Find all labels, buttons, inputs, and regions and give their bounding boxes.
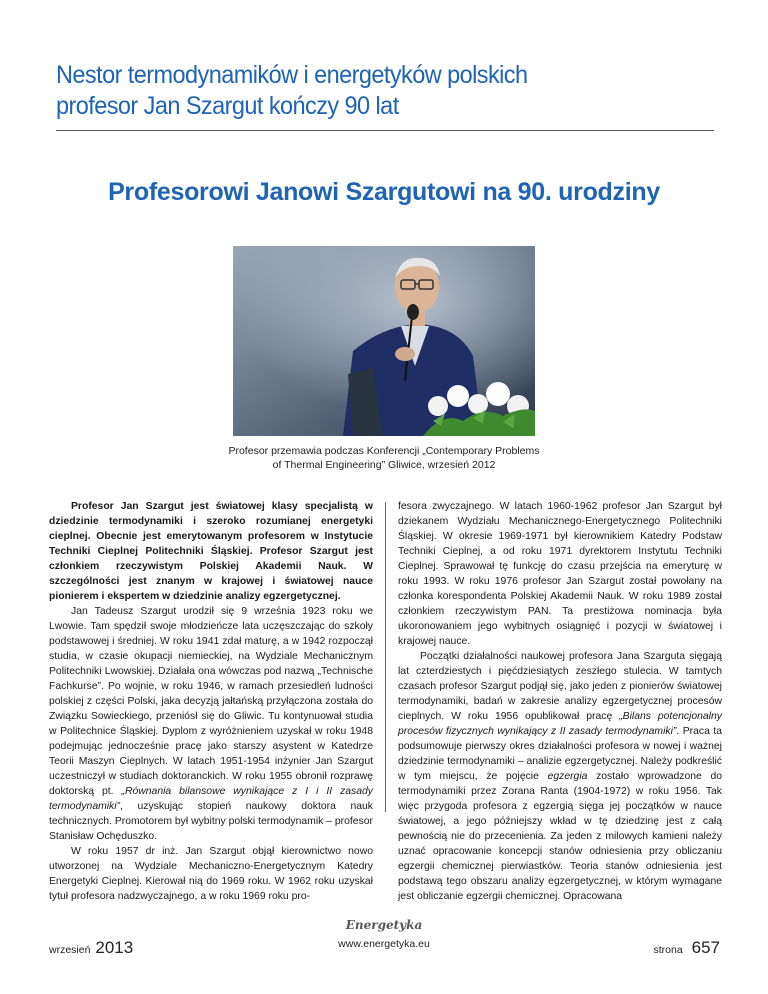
right-column xyxy=(398,499,722,904)
caption-line1: Profesor przemawia podczas Konferencji „Contemporary Problems xyxy=(228,445,540,457)
journal-logo: Energetyka xyxy=(345,918,423,932)
speaker-photo-illustration xyxy=(233,246,535,436)
exergy-term: egzergia xyxy=(547,771,588,782)
lead-paragraph: Profesor Jan Szargut jest światowej klasy specjalistą w dziedzinie termodynamiki i szeroko rozumianej energetyki cieplnej. Obecnie jest emerytowanym profesorem w Instytucie Techniki Cieplnej Politechniki Śląskiej. Profesor Szargut jest członkiem rzeczywistym Polskiej Akademii Nauk. W szczególności jest znanym w krajowej i światowej nauce pionierem i ekspertem w dziedzinie analizy egzergetycznej. xyxy=(49,501,373,602)
footer-month: wrzesień xyxy=(49,944,91,956)
footer-url[interactable]: www.energetyka.eu xyxy=(338,938,430,950)
header-title-line1: Nestor termodynamików i energetyków polskich xyxy=(56,61,528,89)
biography-text: Jan Tadeusz Szargut urodził się 9 września 1923 roku we Lwowie. Tam spędził swoje młodzieńcze lata uczęszczając do szkoły podstawowej i średniej. W roku 1941 zdał maturę, a w 1942 rozpoczął studia, w czasie okupacji niemieckiej, na Wydziale Mechanicznym Politechniki Lwowskiej. Działała ona wówczas pod nazwą „Technische Fachkurse”. Po wojnie, w roku 1946, w ramach przesiedleń ludności polskiej z części Polski, jaka decyzją jałtańską przyłączona została do Związku Sowieckiego, przeniósł się do Gliwic. Tu kontynuował studia w Politechnice Śląskiej. Dyplom z wyróżnieniem uzyskał w roku 1948 podejmując jednocześnie pracę jako starszy asystent w Katedrze Teorii Maszyn Cieplnych. W latach 1951-1954 inżynier Jan Szargut uczestniczył w studiach doktoranckich. W roku 1955 obronił rozprawę doktorską pt. xyxy=(49,606,373,797)
header-divider xyxy=(56,130,714,131)
research-text-b: . Praca ta podsumowuje pierwszy okres działalności profesora w nowej i ważnej dziedzinie termodynamiki – analizie egzergetycznej. Należy podkreślić w tym miejscu, że pojęcie xyxy=(398,726,722,782)
footer-page xyxy=(654,938,720,958)
footer-year: 2013 xyxy=(95,938,134,957)
photo-caption xyxy=(150,444,618,472)
career-continuation-paragraph: fesora zwyczajnego. W latach 1960-1962 profesor Jan Szargut był dziekanem Wydziału Mechanicznego-Energetycznego Politechniki Śląskiej. W okresie 1969-1971 był kierownikiem Katedry Podstaw Techniki Cieplnej, a od roku 1971 dyrektorem Instytutu Techniki Cieplnej. Sprawował tę funkcję do czasu przejścia na emeryturę w roku 1993. W roku 1976 profesor Jan Szargut został powołany na członka korespondenta Polskiej Akademii Nauk. W roku 1989 został członkiem rzeczywistym PAN. Ta prestiżowa nominacja była ukoronowaniem jego wybitnych osiągnięć i pozycji w światowej i krajowej nauce. xyxy=(398,501,722,647)
article-photo xyxy=(233,246,535,436)
left-column xyxy=(49,499,373,904)
journal-header-title xyxy=(56,60,676,122)
research-text-c: zostało wprowadzone do termodynamiki przez Zorana Ranta (1904-1972) w roku 1956. Tak więc przygoda profesora z egzergią sięga jej początków w nauce światowej, a jego późniejszy wkład w tę dziedzinę jest z całą pewnością nie do przecenienia. Za jeden z milowych kamieni należy uznać opracowanie koncepcji stanów odniesienia przy obliczaniu egzergii chemicznej pierwiastków. Teoria stanów odniesienia jest podstawą tego obszaru analizy egzergetycznej, w którym wymagane jest obliczanie egzergii chemicznej. Opracowana xyxy=(398,771,722,902)
caption-line2: of Thermal Engineering” Gliwice, wrzesień 2012 xyxy=(272,459,496,471)
biography-text-end: , uzyskując stopień naukowy doktora nauk technicznych. Promotorem był wybitny polski termodynamik – profesor Stanisław Ochęduszko. xyxy=(49,801,373,842)
column-divider xyxy=(385,502,386,812)
career-paragraph: W roku 1957 dr inż. Jan Szargut objął kierownictwo nowo utworzonej na Wydziale Mechaniczno-Energetycznym Katedry Energetyki Cieplnej. Kierował nią do 1969 roku. W 1962 roku uzyskał tytuł profesora nadzwyczajnego, a w roku 1969 roku pro- xyxy=(49,846,373,902)
research-text-a: Początki działalności naukowej profesora Jana Szarguta sięgają lat czterdziestych i pięćdziesiątych zeszłego stulecia. W tamtych czasach profesor Szargut podjął się, jako jeden z pionierów światowej termodynamiki, badań w zakresie analizy egzergetycznej procesów cieplnych. W roku 1956 opublikował pracę xyxy=(398,651,722,722)
page-label: strona xyxy=(653,944,683,956)
header-title-line2: profesor Jan Szargut kończy 90 lat xyxy=(56,92,399,120)
article-title: Profesorowi Janowi Szargutowi na 90. urodziny xyxy=(108,178,660,206)
dissertation-title: „Równania bilansowe wynikające z I i II zasady termodynamiki” xyxy=(49,786,373,812)
research-paragraph xyxy=(398,649,722,904)
page-number: 657 xyxy=(691,938,720,957)
biography-paragraph xyxy=(49,604,373,844)
publication-title: „Bilans potencjonalny procesów fizycznych wynikający z II zasady termodynamiki” xyxy=(398,711,722,737)
